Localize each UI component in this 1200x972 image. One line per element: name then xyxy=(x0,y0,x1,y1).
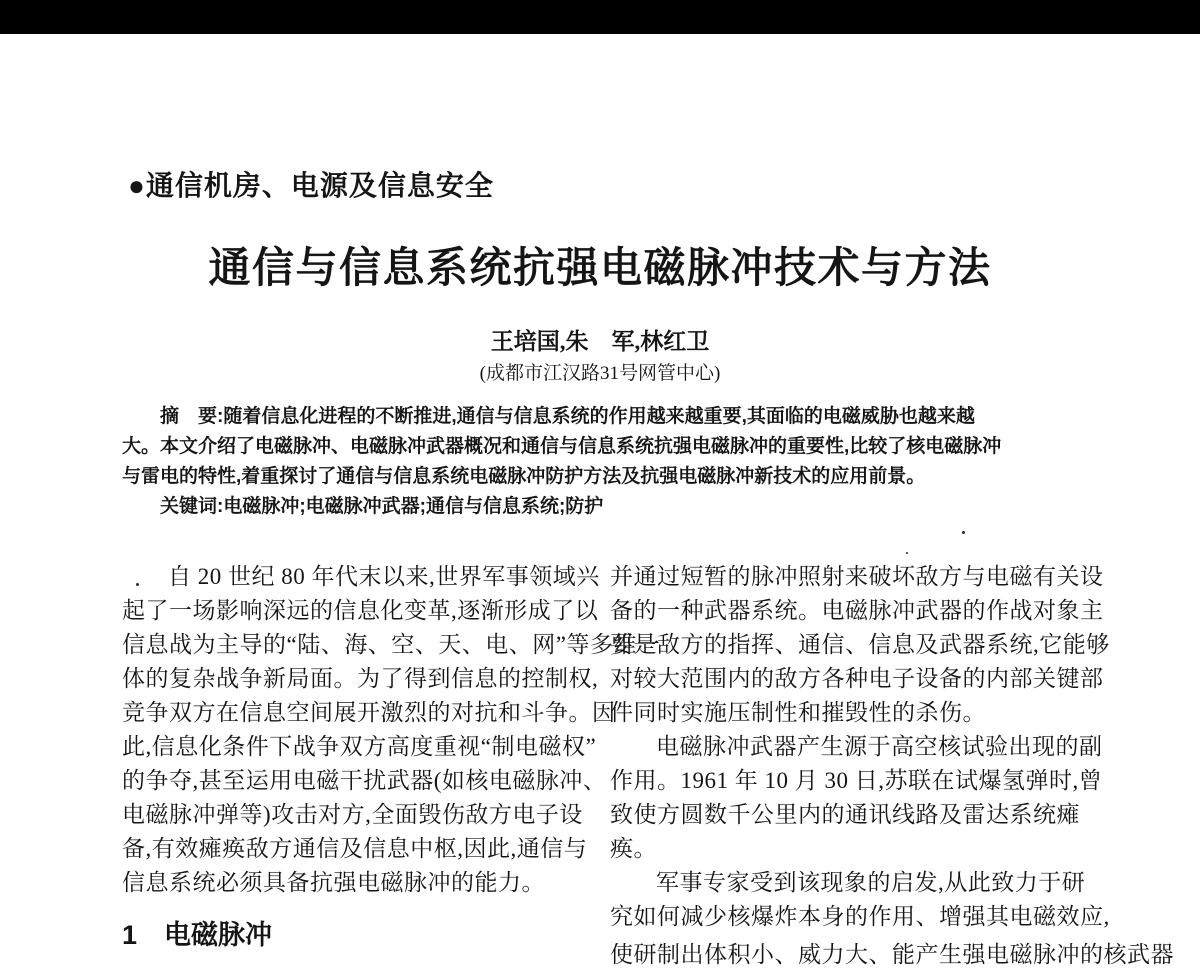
keywords-label: 关键词: xyxy=(160,496,224,517)
body-line: 起了一场影响深远的信息化变革,逐渐形成了以 xyxy=(122,598,599,623)
scan-speck xyxy=(962,531,965,534)
body-line: 信息系统必须具备抗强电磁脉冲的能力。 xyxy=(122,870,545,895)
abstract-line: 大。本文介绍了电磁脉冲、电磁脉冲武器概况和通信与信息系统抗强电磁脉冲的重要性,比较了核电磁脉冲 xyxy=(122,436,1002,457)
body-line: 电磁脉冲武器产生源于高空核试验出现的副 xyxy=(656,734,1103,759)
body-line: 对较大范围内的敌方各种电子设备的内部关键部 xyxy=(610,666,1104,691)
abstract-label: 摘 要: xyxy=(160,406,224,427)
body-line: 的争夺,甚至运用电磁干扰武器(如核电磁脉冲、 xyxy=(122,768,607,793)
section-heading: 1 电磁脉冲 xyxy=(122,920,273,950)
left-column xyxy=(122,560,661,952)
paper-title: 通信与信息系统抗强电磁脉冲技术与方法 xyxy=(208,246,992,292)
keywords-text: 电磁脉冲;电磁脉冲武器;通信与信息系统;防护 xyxy=(223,496,604,517)
category-header: ●通信机房、电源及信息安全 xyxy=(128,170,494,201)
body-line-partial: 使研制出体积小、威力大、能产生强电磁脉冲的核武器 xyxy=(610,942,1174,967)
keywords-line xyxy=(122,492,1080,522)
body-line: 要是敌方的指挥、通信、信息及武器系统,它能够 xyxy=(610,632,1110,657)
body-line: 件同时实施压制性和摧毁性的杀伤。 xyxy=(610,700,986,725)
body-line: 此,信息化条件下战争双方高度重视“制电磁权” xyxy=(122,734,597,759)
body-line: 作用。1961 年 10 月 30 日,苏联在试爆氢弹时,曾 xyxy=(610,768,1103,793)
abstract-block xyxy=(122,402,1080,522)
body-line: 信息战为主导的“陆、海、空、天、电、网”等多维一 xyxy=(122,632,661,657)
scan-speck xyxy=(906,552,908,554)
body-line: 并通过短暂的脉冲照射来破坏敌方与电磁有关设 xyxy=(610,564,1104,589)
body-line: 痪。 xyxy=(610,836,657,861)
body-line: 备的一种武器系统。电磁脉冲武器的作战对象主 xyxy=(610,598,1104,623)
clipped-line-wrapper xyxy=(610,938,1174,967)
abstract-line: 与雷电的特性,着重探讨了通信与信息系统电磁脉冲防护方法及抗强电磁脉冲新技术的应用前景。 xyxy=(122,466,926,487)
body-line: 自 20 世纪 80 年代末以来,世界军事领域兴 xyxy=(168,564,600,589)
body-line: 体的复杂战争新局面。为了得到信息的控制权, xyxy=(122,666,599,691)
abstract-text: 随着信息化进程的不断推进,通信与信息系统的作用越来越重要,其面临的电磁威胁也越来越 xyxy=(223,406,975,427)
body-line: 电磁脉冲弹等)攻击对方,全面毁伤敌方电子设 xyxy=(122,802,583,827)
body-line: 竞争双方在信息空间展开激烈的对抗和斗争。因 xyxy=(122,700,616,725)
scan-edge-bar xyxy=(0,0,1200,34)
body-line: 致使方圆数千公里内的通讯线路及雷达系统瘫 xyxy=(610,802,1080,827)
body-line: 备,有效瘫痪敌方通信及信息中枢,因此,通信与 xyxy=(122,836,588,861)
scan-speck xyxy=(136,583,139,586)
right-column xyxy=(610,560,1174,967)
body-line: 军事专家受到该现象的启发,从此致力于研 xyxy=(656,870,1086,895)
authors-line: 王培国,朱 军,林红卫 xyxy=(490,329,710,354)
affiliation-line: (成都市江汉路31号网管中心) xyxy=(479,363,721,384)
body-line: 究如何减少核爆炸本身的作用、增强其电磁效应, xyxy=(610,904,1110,929)
abstract-line xyxy=(122,402,1080,432)
